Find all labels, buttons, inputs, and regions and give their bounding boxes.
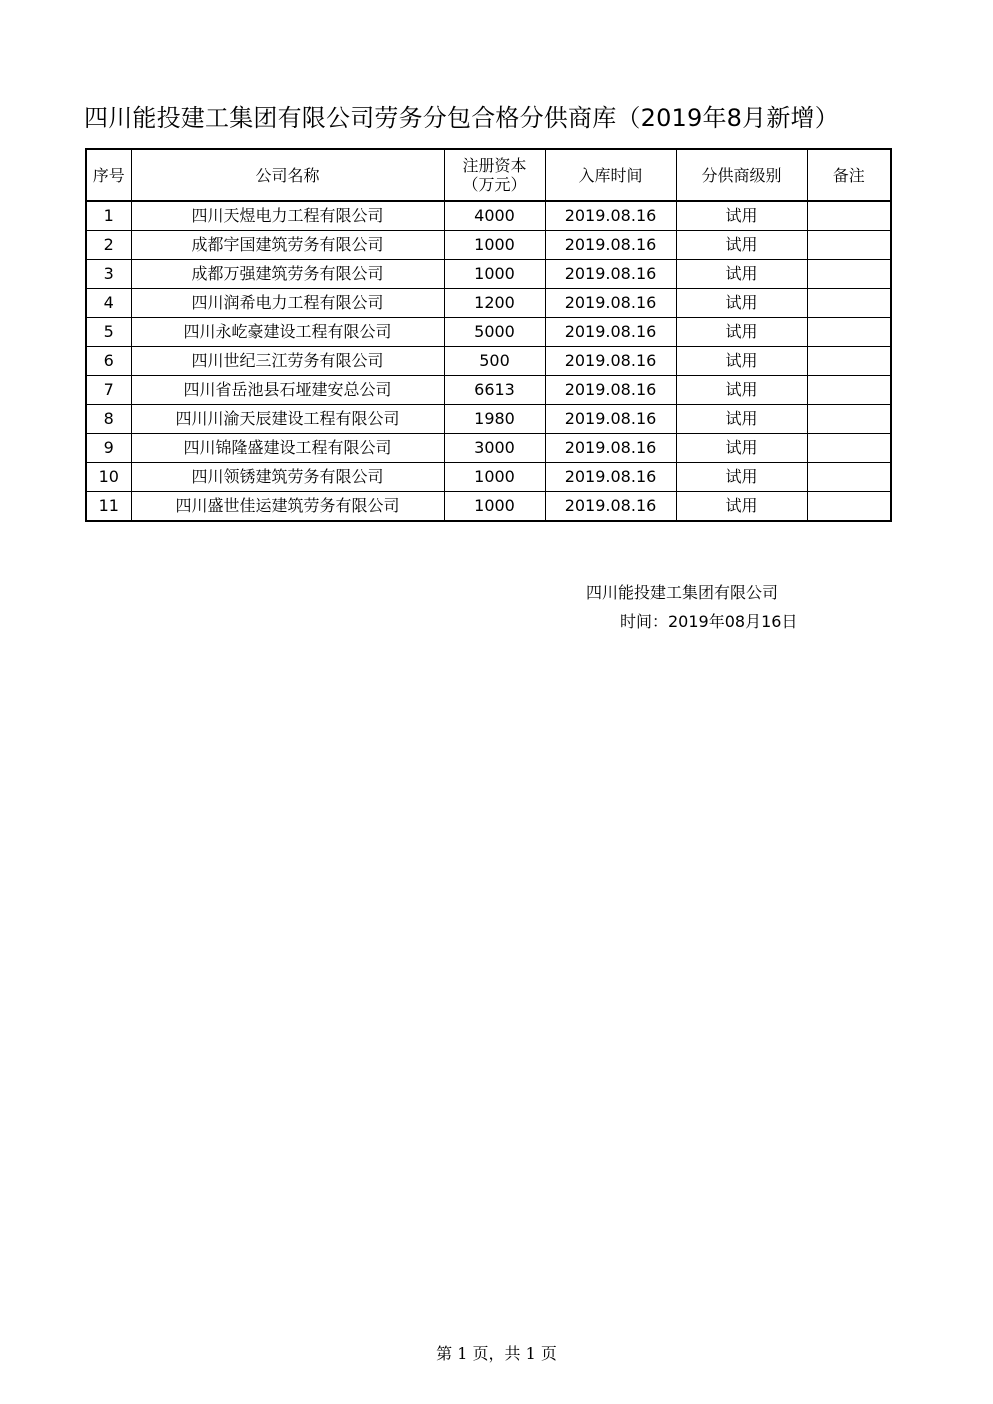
cell-remark bbox=[807, 492, 891, 522]
cell-date: 2019.08.16 bbox=[545, 289, 676, 318]
cell-date: 2019.08.16 bbox=[545, 318, 676, 347]
cell-level: 试用 bbox=[676, 376, 807, 405]
cell-seq: 10 bbox=[86, 463, 131, 492]
cell-seq: 3 bbox=[86, 260, 131, 289]
cell-remark bbox=[807, 463, 891, 492]
header-capital bbox=[444, 149, 545, 201]
cell-company: 四川领锈建筑劳务有限公司 bbox=[131, 463, 444, 492]
cell-capital: 1000 bbox=[444, 463, 545, 492]
table-row bbox=[86, 231, 891, 260]
cell-remark bbox=[807, 260, 891, 289]
cell-seq: 11 bbox=[86, 492, 131, 522]
cell-date: 2019.08.16 bbox=[545, 201, 676, 231]
cell-capital: 1980 bbox=[444, 405, 545, 434]
cell-remark bbox=[807, 318, 891, 347]
cell-date: 2019.08.16 bbox=[545, 434, 676, 463]
cell-date: 2019.08.16 bbox=[545, 405, 676, 434]
cell-company: 四川天煜电力工程有限公司 bbox=[131, 201, 444, 231]
cell-date: 2019.08.16 bbox=[545, 492, 676, 522]
cell-level: 试用 bbox=[676, 318, 807, 347]
cell-capital: 3000 bbox=[444, 434, 545, 463]
cell-seq: 1 bbox=[86, 201, 131, 231]
cell-level: 试用 bbox=[676, 231, 807, 260]
header-capital-line2: （万元） bbox=[462, 175, 527, 194]
cell-seq: 7 bbox=[86, 376, 131, 405]
cell-seq: 8 bbox=[86, 405, 131, 434]
cell-remark bbox=[807, 231, 891, 260]
table-row bbox=[86, 318, 891, 347]
cell-capital: 1000 bbox=[444, 260, 545, 289]
table-row bbox=[86, 347, 891, 376]
document-title: 四川能投建工集团有限公司劳务分包合格分供商库（2019年8月新增） bbox=[84, 104, 839, 132]
cell-remark bbox=[807, 376, 891, 405]
header-company: 公司名称 bbox=[131, 149, 444, 201]
cell-company: 成都宇国建筑劳务有限公司 bbox=[131, 231, 444, 260]
cell-date: 2019.08.16 bbox=[545, 376, 676, 405]
cell-level: 试用 bbox=[676, 260, 807, 289]
cell-company: 四川川渝天辰建设工程有限公司 bbox=[131, 405, 444, 434]
page-number: 第 1 页，共 1 页 bbox=[436, 1344, 557, 1363]
cell-company: 四川世纪三江劳务有限公司 bbox=[131, 347, 444, 376]
cell-level: 试用 bbox=[676, 201, 807, 231]
cell-company: 四川润希电力工程有限公司 bbox=[131, 289, 444, 318]
cell-date: 2019.08.16 bbox=[545, 231, 676, 260]
cell-company: 四川锦隆盛建设工程有限公司 bbox=[131, 434, 444, 463]
cell-remark bbox=[807, 405, 891, 434]
cell-level: 试用 bbox=[676, 492, 807, 522]
header-seq: 序号 bbox=[86, 149, 131, 201]
cell-company: 四川盛世佳运建筑劳务有限公司 bbox=[131, 492, 444, 522]
table-row bbox=[86, 260, 891, 289]
cell-date: 2019.08.16 bbox=[545, 347, 676, 376]
table-header-row bbox=[86, 149, 891, 201]
footer-company: 四川能投建工集团有限公司 bbox=[586, 583, 779, 602]
cell-capital: 6613 bbox=[444, 376, 545, 405]
cell-seq: 4 bbox=[86, 289, 131, 318]
cell-seq: 5 bbox=[86, 318, 131, 347]
cell-level: 试用 bbox=[676, 347, 807, 376]
cell-capital: 4000 bbox=[444, 201, 545, 231]
table-body bbox=[86, 201, 891, 521]
cell-capital: 5000 bbox=[444, 318, 545, 347]
cell-capital: 1000 bbox=[444, 231, 545, 260]
footer-date: 时间：2019年08月16日 bbox=[620, 612, 798, 631]
cell-level: 试用 bbox=[676, 405, 807, 434]
header-date: 入库时间 bbox=[545, 149, 676, 201]
cell-date: 2019.08.16 bbox=[545, 463, 676, 492]
cell-capital: 1000 bbox=[444, 492, 545, 522]
cell-remark bbox=[807, 434, 891, 463]
table-row bbox=[86, 376, 891, 405]
supplier-table bbox=[85, 148, 892, 522]
cell-company: 四川永屹豪建设工程有限公司 bbox=[131, 318, 444, 347]
cell-level: 试用 bbox=[676, 463, 807, 492]
cell-seq: 6 bbox=[86, 347, 131, 376]
cell-date: 2019.08.16 bbox=[545, 260, 676, 289]
cell-capital: 500 bbox=[444, 347, 545, 376]
header-level: 分供商级别 bbox=[676, 149, 807, 201]
cell-level: 试用 bbox=[676, 434, 807, 463]
table-row bbox=[86, 289, 891, 318]
table-row bbox=[86, 405, 891, 434]
cell-seq: 2 bbox=[86, 231, 131, 260]
table-row bbox=[86, 492, 891, 522]
cell-remark bbox=[807, 201, 891, 231]
cell-company: 成都万强建筑劳务有限公司 bbox=[131, 260, 444, 289]
cell-company: 四川省岳池县石垭建安总公司 bbox=[131, 376, 444, 405]
cell-seq: 9 bbox=[86, 434, 131, 463]
table-row bbox=[86, 463, 891, 492]
cell-level: 试用 bbox=[676, 289, 807, 318]
table-row bbox=[86, 201, 891, 231]
cell-capital: 1200 bbox=[444, 289, 545, 318]
header-capital-line1: 注册资本 bbox=[462, 156, 527, 175]
cell-remark bbox=[807, 289, 891, 318]
table-row bbox=[86, 434, 891, 463]
header-remark: 备注 bbox=[807, 149, 891, 201]
cell-remark bbox=[807, 347, 891, 376]
